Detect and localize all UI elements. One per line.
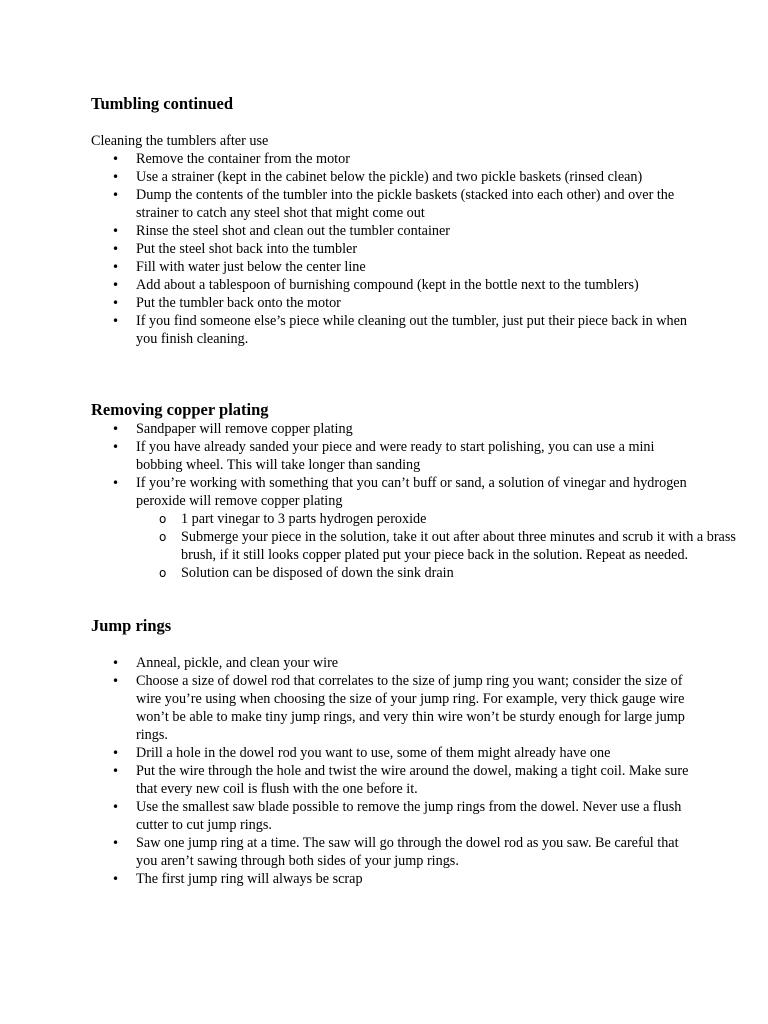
list-item: • Add about a tablespoon of burnishing compound (kept in the bottle next to the tumblers) <box>91 276 711 294</box>
sub-bullet-list <box>136 510 736 582</box>
list-item: • Put the steel shot back into the tumbler <box>91 240 691 258</box>
sub-list-item: o 1 part vinegar to 3 parts hydrogen peroxide <box>136 510 736 528</box>
section-removing-copper-plating <box>91 400 736 582</box>
section-heading: Tumbling continued <box>91 94 233 113</box>
list-item: • Saw one jump ring at a time. The saw will go through the dowel rod as you saw. Be careful that you aren’t sawing through both sides of your jump rings. <box>91 834 691 870</box>
section-jump-rings <box>91 616 691 888</box>
list-item: • Sandpaper will remove copper plating <box>91 420 691 438</box>
bullet-list <box>91 654 691 888</box>
list-item: • Remove the container from the motor <box>91 150 691 168</box>
list-item: • Dump the contents of the tumbler into the pickle baskets (stacked into each other) and over the strainer to catch any steel shot that might come out <box>91 186 691 222</box>
bullet-list <box>91 420 691 510</box>
list-item: • Use a strainer (kept in the cabinet below the pickle) and two pickle baskets (rinsed clean) <box>91 168 711 186</box>
section-intro: Cleaning the tumblers after use <box>91 133 269 149</box>
list-item: • Choose a size of dowel rod that correlates to the size of jump ring you want; consider the size of wire you’re using when choosing the size of your jump ring. For example, very thick gauge wire won’t be able to make tiny jump rings, and very thin wire won’t be sturdy enough for large jump rings. <box>91 672 691 744</box>
list-item: • If you find someone else’s piece while cleaning out the tumbler, just put their piece back in when you finish cleaning. <box>91 312 691 348</box>
list-item: • Fill with water just below the center line <box>91 258 691 276</box>
list-item: • If you’re working with something that you can’t buff or sand, a solution of vinegar and hydrogen peroxide will remove copper plating <box>91 474 691 510</box>
list-item: • The first jump ring will always be scrap <box>91 870 691 888</box>
bullet-list <box>91 150 691 348</box>
section-tumbling-continued <box>91 94 691 348</box>
list-item: • If you have already sanded your piece and were ready to start polishing, you can use a mini bobbing wheel. This will take longer than sanding <box>91 438 691 474</box>
list-item: • Anneal, pickle, and clean your wire <box>91 654 691 672</box>
sub-list-item: o Solution can be disposed of down the sink drain <box>136 564 736 582</box>
section-heading: Removing copper plating <box>91 400 269 419</box>
list-item: • Drill a hole in the dowel rod you want to use, some of them might already have one <box>91 744 691 762</box>
sub-list-item: o Submerge your piece in the solution, take it out after about three minutes and scrub it with a brass brush, if it still looks copper plated put your piece back in the solution. Repeat as needed. <box>136 528 736 564</box>
list-item: • Put the tumbler back onto the motor <box>91 294 691 312</box>
document-content <box>91 94 736 888</box>
list-item: • Put the wire through the hole and twist the wire around the dowel, making a tight coil. Make sure that every new coil is flush with the one before it. <box>91 762 691 798</box>
section-heading: Jump rings <box>91 616 172 635</box>
list-item: • Rinse the steel shot and clean out the tumbler container <box>91 222 691 240</box>
list-item: • Use the smallest saw blade possible to remove the jump rings from the dowel. Never use a flush cutter to cut jump rings. <box>91 798 691 834</box>
